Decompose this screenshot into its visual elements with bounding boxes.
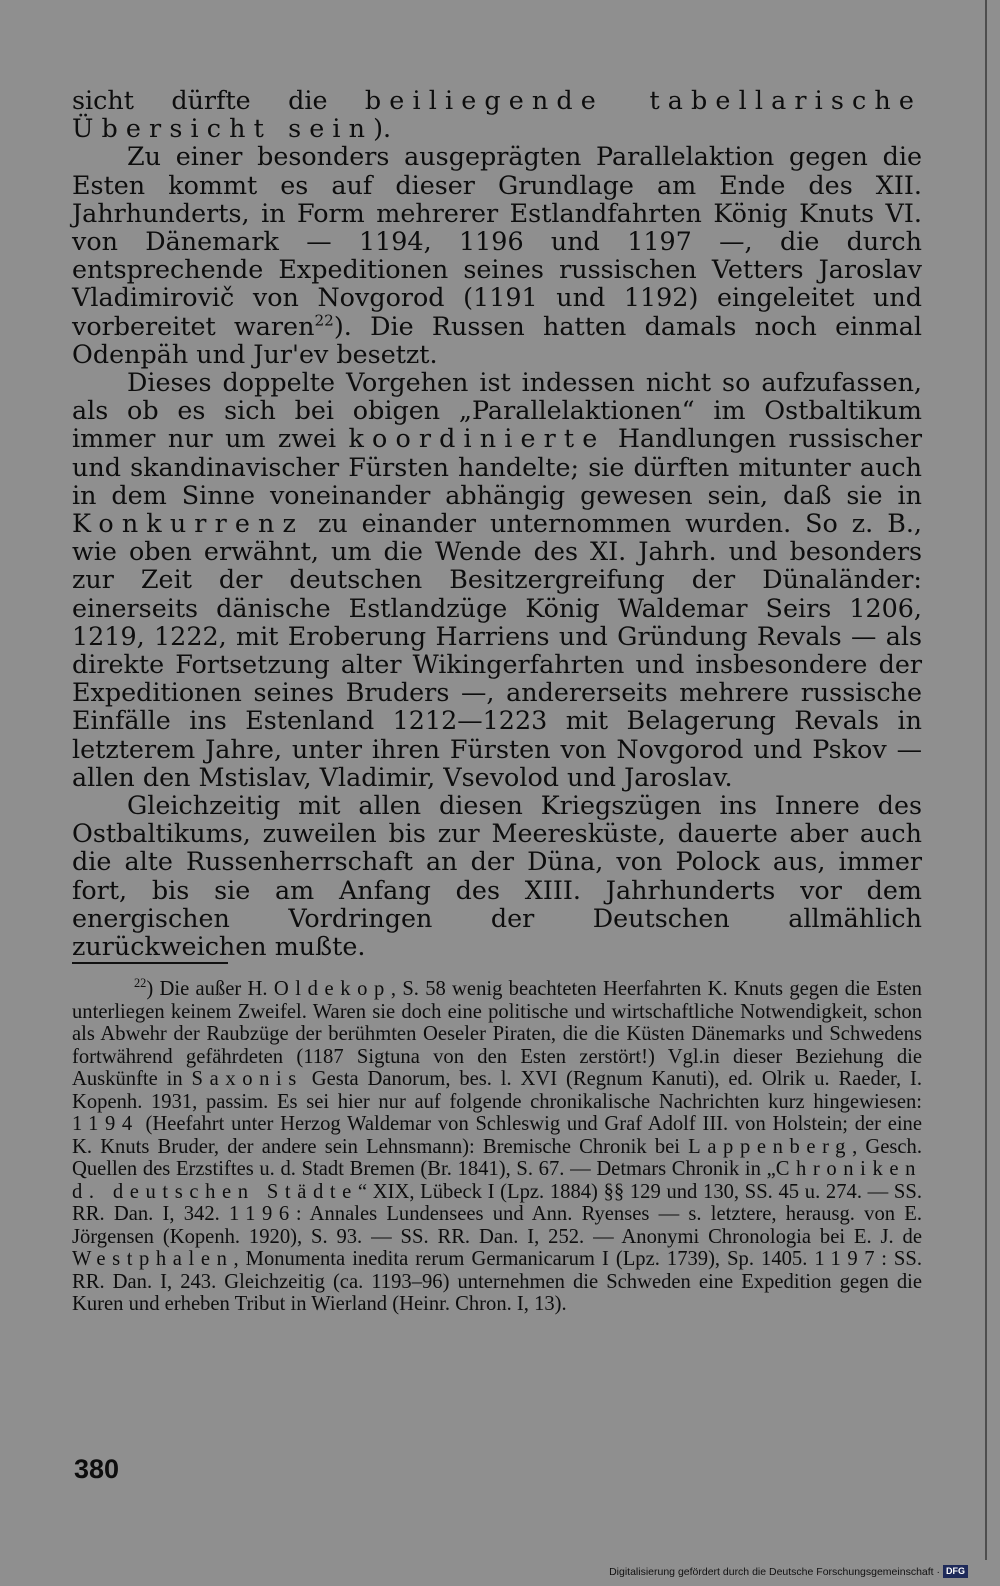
- paragraph-3-text: Dieses doppelte Vorgehen ist indessen nicht so aufzufassen, als ob es sich bei obigen „Parallelaktionen“ im Ostbaltikum immer nur um zwei: [72, 367, 922, 454]
- spaced-emphasis: Oldekop: [273, 978, 391, 1000]
- footnote-segment: : Annales Lundensees und Ann. Ryenses — s. letztere, herausg. von E. Jörgensen (Kopenh. 1920), S. 93. — SS. RR. Dan. I, 252. — Anonymi Chronologia bei E. J. de: [72, 1203, 923, 1248]
- spaced-emphasis: 1197: [814, 1248, 882, 1270]
- paragraph-1-text: sicht dürfte die: [72, 85, 365, 115]
- spaced-emphasis: Chroniken d. deutschen Städte: [72, 1158, 922, 1203]
- scan-edge-line: [985, 0, 987, 1560]
- spaced-emphasis: Lappenberg: [688, 1135, 853, 1158]
- footnote-text: [72, 978, 922, 1316]
- paragraph-3-text-b: Handlungen russischer und skandinavischer Fürsten handelte; sie dürften mitunter auch in dem Sinne voneinander abhängig gewesen sein, daß sie in: [72, 423, 922, 510]
- footnote-reference[interactable]: 22: [314, 311, 334, 330]
- footnote-marker: 22: [134, 976, 147, 991]
- spaced-emphasis: Saxonis: [191, 1068, 303, 1090]
- footnote-segment: , Gesch. Quellen des Erzstiftes u. d. Stadt Bremen (Br. 1841), S. 67. — Detmars Chronik in „: [72, 1135, 922, 1180]
- spaced-emphasis: beiliegende tabellarische Übersicht sein: [72, 85, 922, 144]
- footnote: [72, 978, 922, 1316]
- spaced-emphasis: Westphalen: [72, 1248, 234, 1270]
- paragraph-1-end: ).: [373, 113, 392, 144]
- spaced-emphasis: koordinierte: [348, 423, 606, 454]
- paragraph-4: Gleichzeitig mit allen diesen Kriegszügen ins Innere des Ostbaltikums, zuweilen bis zur Meeresküste, dauerte aber auch die alte Russenherrschaft an der Düna, von Polock aus, immer fort, bis sie am Anfang des XIII. Jahrhunderts vor dem energischen Vordringen der Deutschen allmählich zurückweichen mußte.: [72, 790, 922, 962]
- paragraph-3: [72, 368, 922, 791]
- footnote-segment: , Monumenta inedita rerum Germanicarum I (Lpz. 1739), Sp. 1405.: [233, 1248, 815, 1270]
- footnote-segment: (Heefahrt unter Herzog Waldemar von Schleswig und Graf Adolf III. von Holstein; der eine K. Knuts Bruder, der andere sein Lehnsmann): Bremische Chronik bei: [72, 1113, 922, 1158]
- page-number: 380: [74, 1454, 120, 1484]
- spaced-emphasis: 1196: [229, 1203, 296, 1225]
- spaced-emphasis: Konkurrenz: [72, 508, 304, 539]
- footnote-segment: : SS. RR. Dan. I, 243. Gleichzeitig (ca. 1193–96) unternehmen die Schweden eine Expedition gegen die Kuren und erheben Tribut in Wierland (Heinr. Chron. I, 13).: [72, 1248, 922, 1315]
- spaced-emphasis: 1194: [72, 1113, 139, 1135]
- paragraph-2-text: Zu einer besonders ausgeprägten Parallelaktion gegen die Esten kommt es auf dieser Grundlage am Ende des XII. Jahrhunderts, in Form mehrerer Estlandfahrten König Knuts VI. von Dänemark — 1194, 1196 und 1197 —, die durch entsprechende Expeditionen seines russischen Vetters Jaroslav Vladimirovič von Novgorod (1191 und 1192) eingeleitet und vorbereitet waren: [72, 141, 922, 341]
- footnote-divider: [72, 962, 228, 964]
- dfg-logo-icon: DFG: [943, 1565, 968, 1578]
- footnote-segment: “ XIX, Lübeck I (Lpz. 1884) §§ 129 und 130, SS. 45 u. 274. — SS. RR. Dan. I, 342.: [72, 1180, 922, 1225]
- paragraph-2-end: ). Die Russen hatten damals noch einmal Odenpäh und Jur'ev besetzt.: [72, 310, 922, 369]
- paragraph-3-text-c: zu einander unternommen wurden. So z. B., wie oben erwähnt, um die Wende des XI. Jahrh. und besonders zur Zeit der deutschen Besitzergreifung der Dünaländer: einerseits dänische Estlandzüge König Waldemar Seirs 1206, 1219, 1222, mit Eroberung Harriens und Gründung Revals — als direkte Fortsetzung alter Wikingerfahrten und insbesondere der Expeditionen seines Bruders —, andererseits mehrere russische Einfälle ins Estenland 1212—1223 mit Belagerung Revals in letzterem Jahre, unter ihren Fürsten von Novgorod und Pskov — allen den Mstislav, Vladimir, Vsevolod und Jaroslav.: [72, 508, 922, 792]
- footnote-segment: ) Die außer H.: [146, 978, 274, 1000]
- credit-text: Digitalisierung gefördert durch die Deutsche Forschungsgemeinschaft ·: [609, 1565, 940, 1578]
- paragraph-1: [72, 86, 922, 142]
- main-text: [72, 86, 922, 960]
- digitization-credit: [609, 1565, 968, 1578]
- footnote-segment: , S. 58 wenig beachteten Heerfahrten K. Knuts gegen die Esten unterliegen keinem Zweifel. Waren sie doch eine politische und wirtschaftliche Notwendigkeit, schon als Abwehr der Raubzüge der berühmten Oeseler Piraten, die die Küsten Dänemarks und Schwedens fortwährend gefährdeten (1187 Sigtuna von den Esten zerstört!) Vgl.in dieser Beziehung die Auskünfte in: [72, 978, 922, 1090]
- footnote-segment: Gesta Danorum, bes. l. XVI (Regnum Kanuti), ed. Olrik u. Raeder, I. Kopenh. 1931, passim. Es sei hier nur auf folgende chronikalische Nachrichten kurz hingewiesen:: [72, 1068, 923, 1113]
- paragraph-2: [72, 142, 922, 368]
